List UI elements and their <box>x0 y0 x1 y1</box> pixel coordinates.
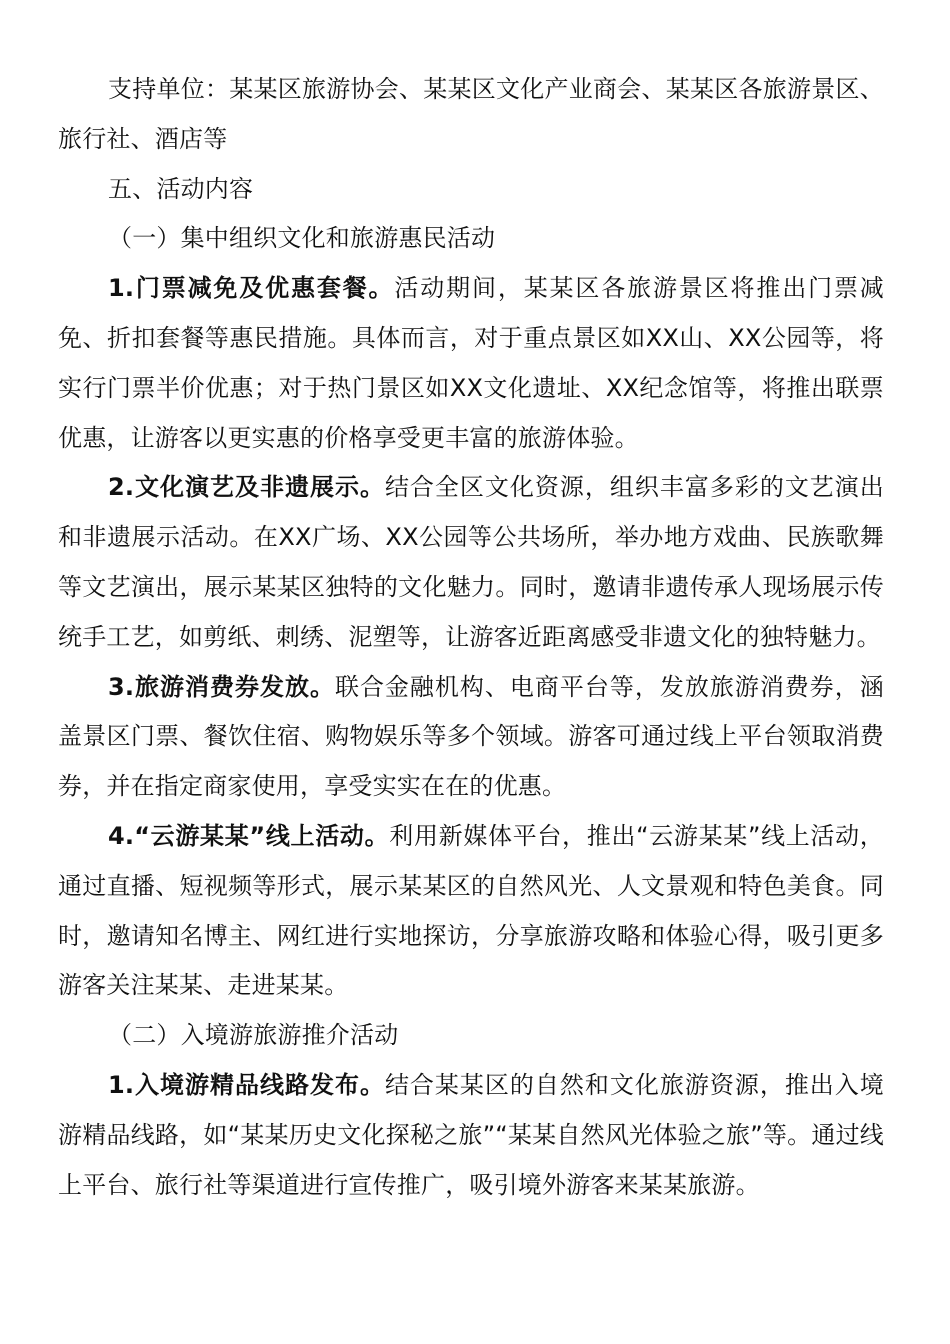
paragraph-cultural-performance: 2.文化演艺及非遗展示。结合全区文化资源，组织丰富多彩的文艺演出和非遗展示活动。在XX广场、XX公园等公共场所，举办地方戏曲、民族歌舞等文艺演出，展示某某区独特的文化魅力。同时，邀请非遗传承人现场展示传统手工艺，如剪纸、刺绣、泥塑等，让游客近距离感受非遗文化的独特魅力。 <box>58 473 884 651</box>
paragraph-ticket-discount: 1.门票减免及优惠套餐。活动期间，某某区各旅游景区将推出门票减免、折扣套餐等惠民措施。具体而言，对于重点景区如XX山、XX公园等，将实行门票半价优惠；对于热门景区如XX文化遗址、XX纪念馆等，将推出联票优惠，让游客以更实惠的价格享受更丰富的旅游体验。 <box>58 274 884 452</box>
paragraph-lead: 2.文化演艺及非遗展示。 <box>108 473 385 502</box>
subheading-cultural-tourism: （一）集中组织文化和旅游惠民活动 <box>108 224 496 253</box>
paragraph-support-units: 支持单位：某某区旅游协会、某某区文化产业商会、某某区各旅游景区、旅行社、酒店等 <box>58 75 884 153</box>
subheading-inbound-tourism: （二）入境游旅游推介活动 <box>108 1021 399 1050</box>
paragraph-consumption-voucher: 3.旅游消费券发放。联合金融机构、电商平台等，发放旅游消费券，涵盖景区门票、餐饮住宿、购物娱乐等多个领域。游客可通过线上平台领取消费券，并在指定商家使用，享受实实在在的优惠。 <box>58 672 884 801</box>
paragraph-lead: 1.入境游精品线路发布。 <box>108 1070 385 1099</box>
paragraph-lead: 1.门票减免及优惠套餐。 <box>108 274 395 303</box>
document-body <box>58 65 884 1210</box>
paragraph-cloud-tour: 4.“云游某某”线上活动。利用新媒体平台，推出“云游某某”线上活动，通过直播、短视频等形式，展示某某区的自然风光、人文景观和特色美食。同时，邀请知名博主、网红进行实地探访，分享旅游攻略和体验心得，吸引更多游客关注某某、走进某某。 <box>58 821 884 1000</box>
heading-activity-content: 五、活动内容 <box>108 174 254 203</box>
paragraph-inbound-routes: 1.入境游精品线路发布。结合某某区的自然和文化旅游资源，推出入境游精品线路，如“某某历史文化探秘之旅”“某某自然风光体验之旅”等。通过线上平台、旅行社等渠道进行宣传推广，吸引境外游客来某某旅游。 <box>58 1070 884 1199</box>
paragraph-lead: 4.“云游某某”线上活动。 <box>108 821 390 850</box>
paragraph-lead: 3.旅游消费券发放。 <box>108 672 335 701</box>
